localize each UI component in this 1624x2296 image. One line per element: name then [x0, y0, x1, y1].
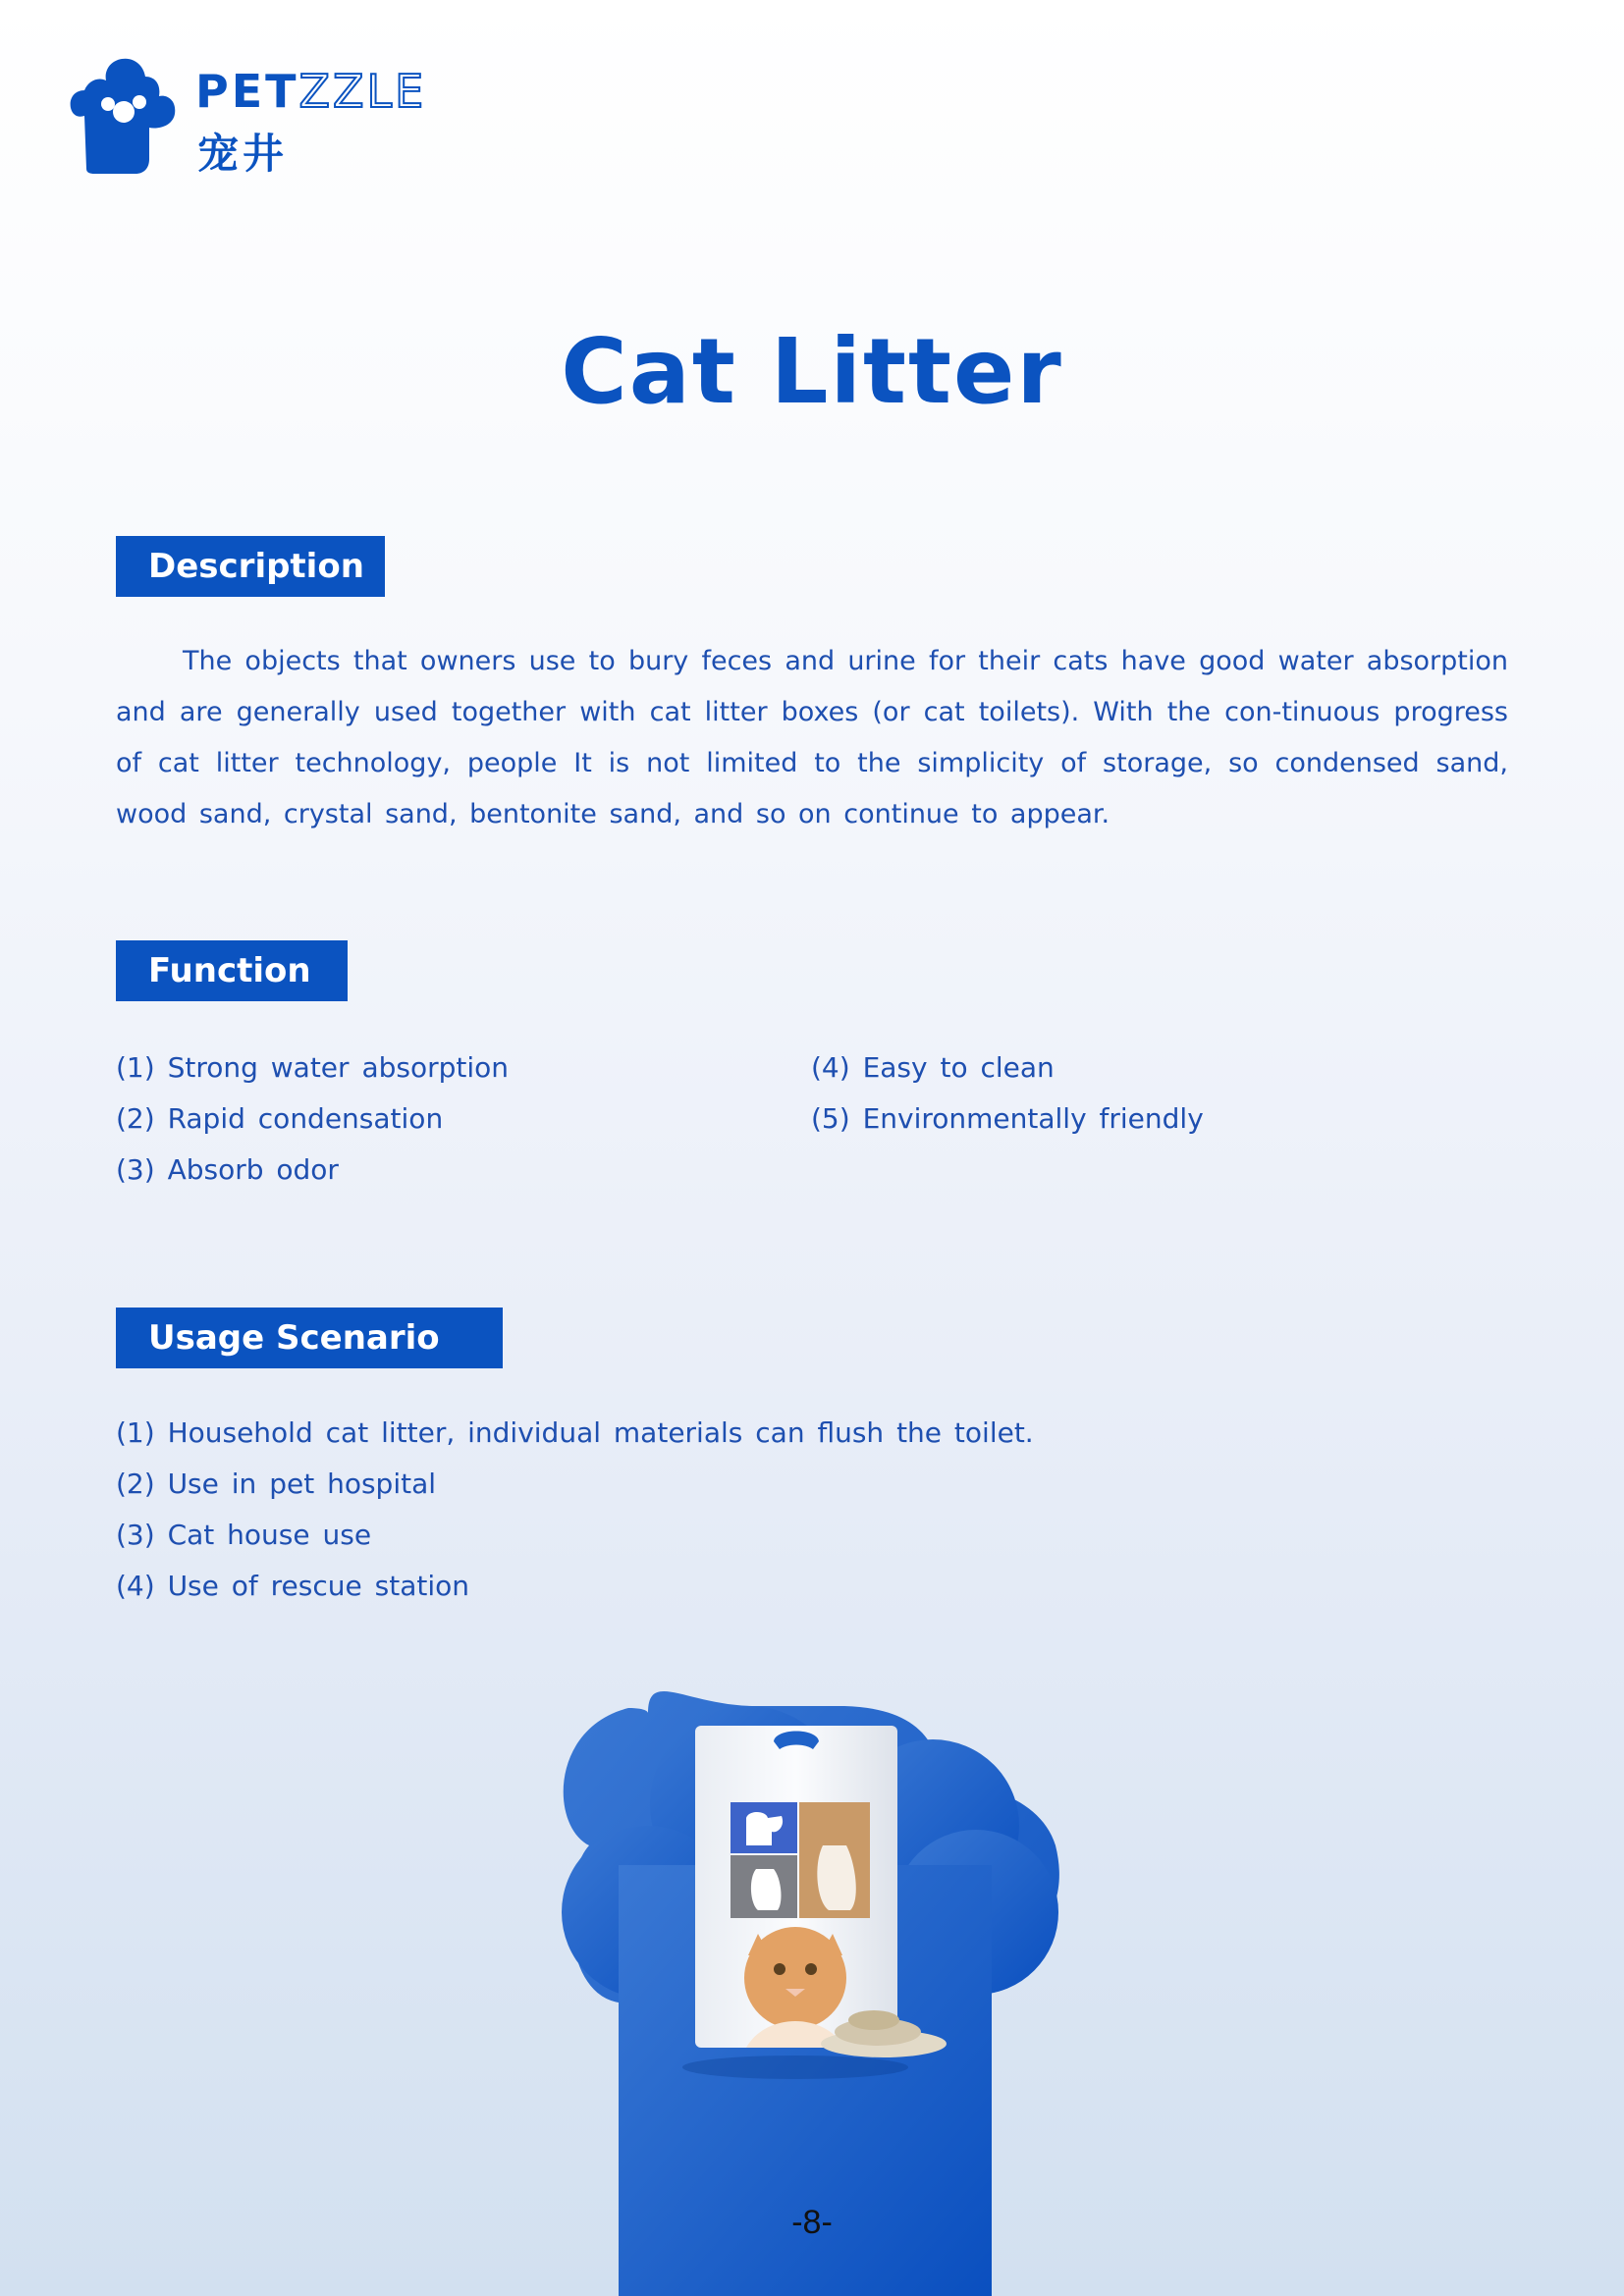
- list-item: (5) Environmentally friendly: [811, 1102, 1204, 1135]
- description-heading: Description: [116, 536, 385, 597]
- brand-name-solid: PET: [195, 65, 299, 118]
- list-item: (2) Use in pet hospital: [116, 1468, 437, 1500]
- usage-heading: Usage Scenario: [116, 1308, 503, 1368]
- list-item: (4) Easy to clean: [811, 1051, 1055, 1084]
- list-item: (3) Absorb odor: [116, 1153, 339, 1186]
- page-title: Cat Litter: [561, 319, 1063, 424]
- description-text: The objects that owners use to bury feces and urine for their cats have good water absorption and are generally used together with cat litter boxes (or cat toilets). With the con-tinuous progress of cat litter technology, people It is not limited to the simplicity of storage, so condensed sand, wood sand, crystal sand, bentonite sand, and so on continue to appear.: [116, 646, 1508, 829]
- list-item: (1) Strong water absorption: [116, 1051, 510, 1084]
- brand-name-cn: 宠井: [197, 130, 289, 178]
- list-item: (2) Rapid condensation: [116, 1102, 444, 1135]
- function-heading: Function: [116, 940, 348, 1001]
- list-item: (1) Household cat litter, individual materials can flush the toilet.: [116, 1416, 1034, 1449]
- list-item: (3) Cat house use: [116, 1519, 372, 1551]
- brand-name-outline: ZZLE: [298, 65, 427, 118]
- page-number: -8-: [791, 2204, 833, 2241]
- list-item: (4) Use of rescue station: [116, 1570, 469, 1602]
- litter-box-package: [695, 1726, 897, 2048]
